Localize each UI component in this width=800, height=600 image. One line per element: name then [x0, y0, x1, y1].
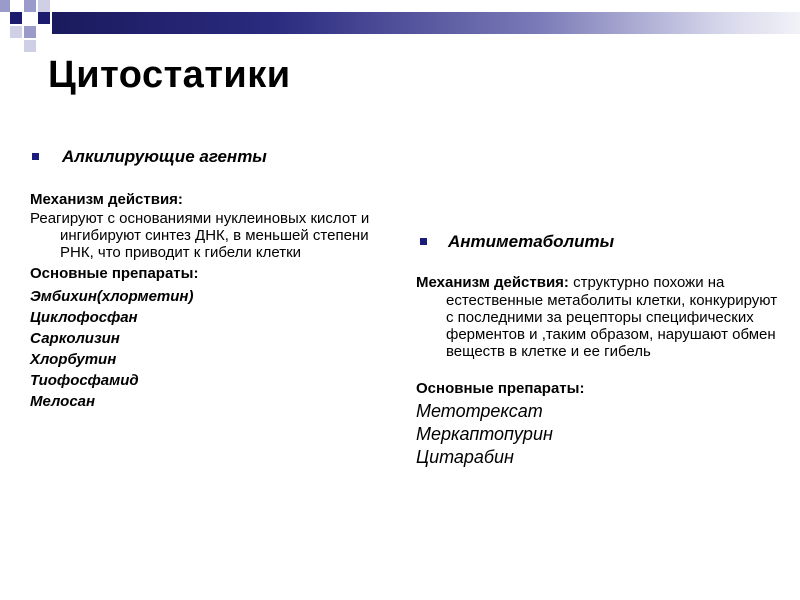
right-heading: [416, 230, 786, 254]
left-mechanism-text: Реагируют с основаниями нуклеиновых кислот и ингибируют синтез ДНК, в меньшей степени РНК, что приводит к гибели клетки: [30, 210, 370, 261]
left-heading-text: Алкилирующие агенты: [62, 147, 267, 166]
decor-square: [24, 26, 36, 38]
right-drugs-label: Основные препараты:: [416, 380, 585, 397]
left-column: [30, 145, 400, 412]
right-drug-item: Меркаптопурин: [416, 424, 553, 444]
right-drug-item: Метотрексат: [416, 401, 543, 421]
left-drug-item: Тиофосфамид: [30, 372, 139, 389]
left-drug-item: Эмбихин(хлорметин): [30, 288, 194, 305]
left-drug-item: Циклофосфан: [30, 309, 138, 326]
decor-square: [10, 26, 22, 38]
left-heading: [30, 145, 400, 169]
decor-square: [0, 0, 10, 12]
right-mechanism-text: структурно похожи на естественные метаболиты клетки, конкурируют с последними за рецепторы специфических ферментов и ,таким образом, нарушают обмен веществ в клетке и ее гибель: [446, 274, 778, 360]
square-bullet-icon: [32, 153, 39, 160]
right-column: [416, 230, 786, 469]
left-drug-item: Мелосан: [30, 393, 96, 410]
left-drugs-label: Основные препараты:: [30, 265, 199, 282]
left-mechanism-label: Механизм действия:: [30, 191, 183, 208]
slide-title: Цитостатики: [48, 54, 291, 96]
right-drug-item: Цитарабин: [416, 447, 514, 467]
left-drug-item: Сарколизин: [30, 330, 120, 347]
decor-square: [38, 0, 50, 12]
left-drug-item: Хлорбутин: [30, 351, 117, 368]
header-gradient-bar: [52, 12, 800, 34]
right-heading-text: Антиметаболиты: [448, 232, 615, 251]
decor-square: [24, 0, 36, 12]
decor-square: [24, 40, 36, 52]
right-mechanism: [416, 274, 786, 360]
decor-square: [10, 12, 22, 24]
right-mechanism-label: Механизм действия:: [416, 274, 569, 291]
square-bullet-icon: [420, 238, 427, 245]
decor-square: [38, 12, 50, 24]
